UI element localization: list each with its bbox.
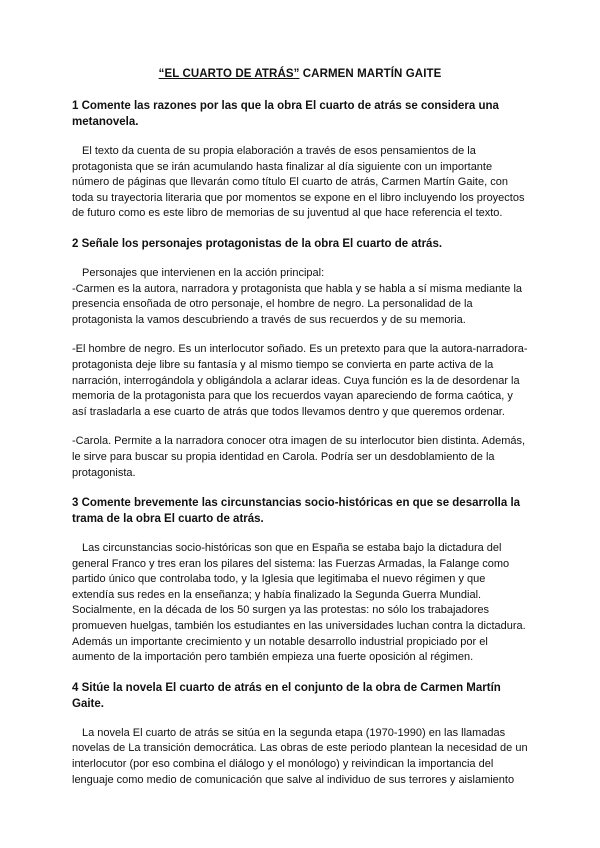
section-2 <box>72 236 528 481</box>
question-heading: 3 Comente brevemente las circunstancias socio-históricas en que se desarrolla la trama de la obra El cuarto de atrás. <box>72 497 521 526</box>
answer-paragraph: Las circunstancias socio-históricas son que en España se estaba bajo la dictadura del general Franco y tres eran los pilares del sistema: las Fuerzas Armadas, la Falange como partido único que controlaba todo, y la Iglesia que legitimaba el nuevo régimen y que extendía sus redes en la enseñanza; y había finalizado la Segunda Guerra Mundial. Socialmente, en la década de los 50 surgen ya las protestas: no sólo los trabajadores promueven huelgas, también los estudiantes en las universidades luchan contra la dictadura. Además un importante crecimiento y un notable desarrollo industrial propiciado por el aumento de la importación pero también empieza una fuerte oposición al régimen. <box>72 542 526 664</box>
answer-intro: Personajes que intervienen en la acción principal: <box>82 266 325 279</box>
section-3 <box>72 495 528 666</box>
answer-paragraph: La novela El cuarto de atrás se sitúa en la segunda etapa (1970-1990) en las llamadas novelas de La transición democrática. Las obras de este periodo plantean la necesidad de un interlocutor (por eso combina el diálogo y el monólogo) y reivindican la importancia del lenguaje como medio de comunicación que salve al individuo de sus terrores y aislamiento <box>72 726 528 786</box>
answer-paragraph: -El hombre de negro. Es un interlocutor soñado. Es un pretexto para que la autora-narradora-protagonista deje libre su fantasía y al mismo tiempo se convierta en parte activa de la narración, interrogándola y obligándola a aclarar ideas. Cuya función es la de desordenar la memoria de la protagonista para que los recuerdos vayan apareciendo de forma caótica, y así trasladarla a ese cuarto de atrás que todos llevamos dentro y que queremos ordenar. <box>72 343 528 418</box>
answer-paragraph: -Carola. Permite a la narradora conocer otra imagen de su interlocutor bien distinta. Además, le sirve para buscar su propia identidad en Carola. Podría ser un desdoblamiento de la protagonista. <box>72 435 526 479</box>
question-heading: 1 Comente las razones por las que la obra El cuarto de atrás se considera una metanovela. <box>72 100 499 128</box>
question-heading: 2 Señale los personajes protagonistas de la obra El cuarto de atrás. <box>72 237 443 250</box>
document-title <box>72 68 528 80</box>
answer-paragraph: -Carmen es la autora, narradora y protagonista que habla y se habla a sí misma mediante la presencia ensoñada de otro personaje, el hombre de negro. La personalidad de la protagonista la vamos descubriendo a través de sus recuerdos y de su memoria. <box>72 282 523 326</box>
section-1 <box>72 98 528 222</box>
question-heading: 4 Sitúe la novela El cuarto de atrás en el conjunto de la obra de Carmen Martín Gaite. <box>72 681 501 710</box>
section-4 <box>72 680 528 788</box>
title-author: CARMEN MARTÍN GAITE <box>299 68 442 80</box>
answer-paragraph: El texto da cuenta de su propia elaboración a través de esos pensamientos de la protagonista que se irán acumulando hasta finalizar al día siguiente con un importante número de páginas que llevarán como título El cuarto de atrás, Carmen Martín Gaite, con toda su trayectoria literaria que por momentos se expone en el libro incluyendo los proyectos de futuro como es este libro de memorias de su juventud al que hace referencia el texto. <box>72 145 525 220</box>
title-work: “EL CUARTO DE ATRÁS” <box>158 68 300 80</box>
